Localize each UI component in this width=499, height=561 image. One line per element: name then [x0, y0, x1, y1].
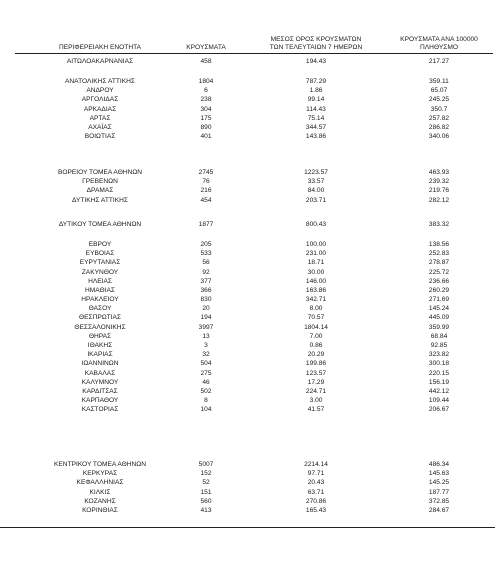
table-row — [0, 132, 499, 141]
table-row — [0, 168, 499, 177]
region-name: ΘΕΣΠΡΩΤΙΑΣ — [78, 314, 122, 322]
table-row — [0, 387, 499, 396]
table-row — [0, 359, 499, 368]
region-name: ΙΚΑΡΙΑΣ — [87, 351, 113, 359]
table-row — [0, 506, 499, 515]
cases-count: 13 — [202, 332, 210, 340]
region-name: ΚΑΒΑΛΑΣ — [84, 369, 116, 377]
cases-per-100000: 245.25 — [428, 96, 450, 104]
seven-day-average: 70.57 — [307, 314, 325, 322]
seven-day-average: 20.29 — [307, 351, 325, 359]
table-row — [0, 286, 499, 295]
region-name: ΑΝΔΡΟΥ — [86, 87, 114, 95]
cases-count: 413 — [200, 506, 212, 514]
table-row — [0, 332, 499, 341]
cases-count: 20 — [202, 305, 210, 313]
table-row — [0, 405, 499, 414]
cases-count: 216 — [200, 187, 212, 195]
header-regional-unit — [20, 44, 180, 52]
cases-count: 275 — [200, 369, 212, 377]
table-row — [0, 396, 499, 405]
cases-per-100000: 350.7 — [430, 105, 448, 113]
cases-per-100000: 92.85 — [430, 341, 448, 349]
cases-count: 194 — [200, 314, 212, 322]
seven-day-average: 114.43 — [306, 105, 326, 113]
cases-per-100000: 323.82 — [428, 351, 450, 359]
table-row — [0, 249, 499, 258]
cases-per-100000: 445.09 — [428, 314, 450, 322]
region-name: ΑΧΑΪΑΣ — [88, 123, 112, 131]
table-row — [0, 460, 499, 469]
header-7day-average — [258, 36, 374, 51]
cases-per-100000: 138.56 — [428, 241, 450, 248]
region-name: ΘΑΣΟΥ — [88, 305, 112, 313]
table-row — [0, 77, 499, 86]
cases-count: 1804 — [198, 78, 214, 85]
region-name: ΚΑΡΠΑΘΟΥ — [81, 397, 119, 405]
seven-day-average: 30.00 — [307, 268, 325, 276]
region-name: ΑΡΓΟΛΙΔΑΣ — [81, 96, 119, 104]
region-name: ΔΥΤΙΚΟΥ ΤΟΜΕΑ ΑΘΗΝΩΝ — [58, 221, 142, 228]
region-name: ΗΜΑΘΙΑΣ — [85, 286, 115, 294]
cases-count: 46 — [202, 378, 210, 386]
seven-day-average: 99.14 — [307, 96, 325, 104]
seven-day-average: 203.71 — [305, 196, 327, 204]
cases-count: 175 — [200, 114, 212, 122]
cases-per-100000: 220.15 — [428, 369, 450, 377]
table-row — [0, 240, 499, 249]
region-name: ΑΡΤΑΣ — [89, 114, 111, 122]
cases-per-100000: 257.82 — [428, 114, 450, 122]
region-name: ΑΙΤΩΛΟΑΚΑΡΝΑΝΙΑΣ — [66, 58, 134, 65]
seven-day-average: 8.00 — [309, 305, 323, 313]
seven-day-average: 17.29 — [307, 378, 325, 386]
region-name: ΖΑΚΥΝΘΟΥ — [81, 268, 119, 276]
region-name: ΚΑΛΥΜΝΟΥ — [81, 378, 119, 386]
cases-per-100000: 359.11 — [429, 78, 449, 85]
cases-per-100000: 187.77 — [428, 488, 450, 496]
seven-day-average: 0.86 — [309, 341, 323, 349]
cases-count: 238 — [200, 96, 212, 104]
seven-day-average: 270.86 — [305, 497, 327, 505]
table-row — [0, 350, 499, 359]
region-name: ΓΡΕΒΕΝΩΝ — [82, 178, 118, 186]
table-row — [0, 295, 499, 304]
region-name: ΚΕΦΑΛΛΗΝΙΑΣ — [76, 479, 124, 487]
header-line: ΠΕΡΙΦΕΡΕΙΑΚΗ ΕΝΟΤΗΤΑ — [58, 44, 142, 51]
table-row — [0, 86, 499, 95]
seven-day-average: 18.71 — [307, 259, 325, 267]
seven-day-average: 1804.14 — [304, 323, 328, 331]
cases-per-100000: 463.93 — [428, 169, 450, 176]
table-row — [0, 488, 499, 497]
region-name: ΚΙΛΚΙΣ — [89, 488, 111, 496]
region-name: ΗΛΕΙΑΣ — [88, 277, 112, 285]
table-row — [0, 369, 499, 378]
table-row — [0, 57, 499, 66]
seven-day-average: 2214.14 — [304, 461, 328, 468]
seven-day-average: 344.57 — [305, 123, 327, 131]
region-name: ΕΒΡΟΥ — [88, 241, 112, 248]
cases-per-100000: 145.63 — [428, 470, 450, 478]
cases-count: 458 — [200, 58, 212, 65]
seven-day-average: 194.43 — [305, 58, 327, 65]
table-row — [0, 378, 499, 387]
cases-count: 454 — [200, 196, 212, 204]
cases-count: 5007 — [198, 461, 214, 468]
cases-count: 890 — [200, 123, 212, 131]
table-row — [0, 268, 499, 277]
table-row — [0, 478, 499, 487]
table-row — [0, 95, 499, 104]
region-name: ΒΟΡΕΙΟΥ ΤΟΜΕΑ ΑΘΗΝΩΝ — [57, 169, 143, 176]
cases-per-100000: 340.06 — [428, 133, 450, 141]
table-row — [0, 177, 499, 186]
region-name: ΚΑΡΔΙΤΣΑΣ — [82, 387, 118, 395]
cases-count: 152 — [200, 470, 212, 478]
seven-day-average: 165.43 — [305, 506, 327, 514]
cases-count: 401 — [200, 133, 212, 141]
cases-count: 56 — [202, 259, 210, 267]
table-row — [0, 186, 499, 195]
table-row — [0, 313, 499, 322]
cases-count: 205 — [200, 241, 212, 248]
region-name: ΑΝΑΤΟΛΙΚΗΣ ΑΤΤΙΚΗΣ — [65, 78, 135, 85]
region-name: ΘΗΡΑΣ — [88, 332, 112, 340]
region-name: ΙΩΑΝΝΙΝΩΝ — [81, 360, 119, 368]
table-row — [0, 220, 499, 229]
cases-per-100000: 236.66 — [428, 277, 450, 285]
cases-per-100000: 442.12 — [428, 387, 450, 395]
cases-per-100000: 300.18 — [428, 360, 450, 368]
cases-count: 3997 — [198, 323, 214, 331]
header-divider — [15, 53, 493, 54]
table-row — [0, 323, 499, 332]
cases-count: 32 — [202, 351, 210, 359]
cases-per-100000: 206.67 — [428, 406, 450, 414]
region-name: ΔΥΤΙΚΗΣ ΑΤΤΙΚΗΣ — [72, 196, 128, 204]
seven-day-average: 7.00 — [309, 332, 323, 340]
seven-day-average: 1223.57 — [304, 169, 328, 176]
cases-per-100000: 252.83 — [428, 250, 450, 258]
cases-per-100000: 145.25 — [428, 479, 450, 487]
region-name: ΚΟΡΙΝΘΙΑΣ — [82, 506, 118, 514]
cases-per-100000: 145.24 — [428, 305, 450, 313]
cases-count: 151 — [200, 488, 212, 496]
seven-day-average: 75.14 — [307, 114, 325, 122]
seven-day-average: 123.57 — [305, 369, 327, 377]
cases-count: 92 — [202, 268, 210, 276]
header-line: ΚΡΟΥΣΜΑΤΑ ΑΝΑ 100000 — [400, 36, 478, 43]
cases-count: 304 — [200, 105, 212, 113]
cases-count: 377 — [200, 277, 212, 285]
table-row — [0, 258, 499, 267]
seven-day-average: 143.86 — [305, 133, 327, 141]
cases-per-100000: 109.44 — [428, 397, 450, 405]
region-name: ΒΟΙΩΤΙΑΣ — [84, 133, 116, 141]
header-line: ΚΡΟΥΣΜΑΤΑ — [186, 44, 226, 51]
region-name: ΚΑΣΤΟΡΙΑΣ — [81, 406, 119, 414]
cases-count: 504 — [200, 360, 212, 368]
cases-per-100000: 286.82 — [428, 123, 450, 131]
region-name: ΚΕΝΤΡΙΚΟΥ ΤΟΜΕΑ ΑΘΗΝΩΝ — [54, 461, 146, 468]
table-bottom-rule — [0, 527, 495, 528]
seven-day-average: 163.86 — [305, 286, 327, 294]
table-row — [0, 114, 499, 123]
seven-day-average: 146.00 — [305, 277, 327, 285]
cases-per-100000: 282.12 — [428, 196, 450, 204]
header-line: ΜΕΣΟΣ ΟΡΟΣ ΚΡΟΥΣΜΑΤΩΝ — [270, 36, 362, 43]
table-row — [0, 105, 499, 114]
cases-count: 1877 — [198, 221, 214, 228]
seven-day-average: 3.00 — [309, 397, 323, 405]
cases-per-100000: 383.32 — [428, 221, 450, 228]
cases-per-100000: 271.69 — [428, 296, 450, 304]
cases-count: 2745 — [198, 169, 214, 176]
cases-per-100000: 156.19 — [428, 378, 450, 386]
cases-count: 76 — [202, 178, 210, 186]
seven-day-average: 342.71 — [305, 296, 327, 304]
seven-day-average: 800.43 — [305, 221, 327, 228]
table-row — [0, 497, 499, 506]
seven-day-average: 231.00 — [305, 250, 327, 258]
seven-day-average: 33.57 — [307, 178, 325, 186]
cases-count: 560 — [200, 497, 212, 505]
cases-count: 52 — [202, 479, 210, 487]
seven-day-average: 63.71 — [307, 488, 325, 496]
region-name: ΗΡΑΚΛΕΙΟΥ — [81, 296, 119, 304]
cases-count: 830 — [200, 296, 212, 304]
cases-per-100000: 486.34 — [428, 461, 450, 468]
region-name: ΔΡΑΜΑΣ — [86, 187, 114, 195]
cases-count: 6 — [204, 87, 208, 95]
seven-day-average: 1.86 — [309, 87, 323, 95]
cases-count: 533 — [200, 250, 212, 258]
region-name: ΑΡΚΑΔΙΑΣ — [83, 105, 117, 113]
cases-count: 502 — [200, 387, 212, 395]
cases-per-100000: 359.99 — [428, 323, 450, 331]
table-row — [0, 341, 499, 350]
header-line: ΠΛΗΘΥΣΜΟ — [420, 43, 458, 51]
cases-count: 104 — [200, 406, 212, 414]
seven-day-average: 20.43 — [307, 479, 325, 487]
table-row — [0, 196, 499, 205]
cases-per-100000: 225.72 — [428, 268, 450, 276]
seven-day-average: 224.71 — [305, 387, 327, 395]
table-row — [0, 123, 499, 132]
cases-per-100000: 68.84 — [430, 332, 448, 340]
cases-count: 3 — [204, 341, 208, 349]
seven-day-average: 100.00 — [305, 241, 327, 248]
cases-per-100000: 65.07 — [430, 87, 448, 95]
cases-per-100000: 284.67 — [428, 506, 450, 514]
cases-per-100000: 372.85 — [428, 497, 450, 505]
region-name: ΚΟΖΑΝΗΣ — [84, 497, 116, 505]
cases-count: 366 — [200, 286, 212, 294]
region-name: ΕΥΡΥΤΑΝΙΑΣ — [79, 259, 121, 267]
seven-day-average: 97.71 — [307, 470, 325, 478]
region-name: ΚΕΡΚΥΡΑΣ — [82, 470, 118, 478]
cases-per-100000: 219.76 — [428, 187, 450, 195]
header-cases-per-100000 — [381, 36, 497, 51]
table-row — [0, 304, 499, 313]
cases-per-100000: 217.27 — [428, 58, 450, 65]
header-line: ΤΩΝ ΤΕΛΕΥΤΑΙΩΝ 7 ΗΜΕΡΩΝ — [269, 43, 363, 51]
cases-count: 8 — [204, 397, 208, 405]
seven-day-average: 199.86 — [305, 360, 327, 368]
table-row — [0, 469, 499, 478]
seven-day-average: 84.00 — [307, 187, 325, 195]
region-name: ΘΕΣΣΑΛΟΝΙΚΗΣ — [74, 323, 126, 331]
cases-per-100000: 260.29 — [428, 286, 450, 294]
region-name: ΕΥΒΟΙΑΣ — [85, 250, 115, 258]
header-cases — [176, 44, 236, 52]
cases-per-100000: 278.87 — [428, 259, 450, 267]
table-row — [0, 277, 499, 286]
seven-day-average: 787.29 — [305, 78, 327, 85]
cases-per-100000: 239.32 — [428, 178, 450, 186]
seven-day-average: 41.57 — [307, 406, 325, 414]
region-name: ΙΘΑΚΗΣ — [87, 341, 113, 349]
